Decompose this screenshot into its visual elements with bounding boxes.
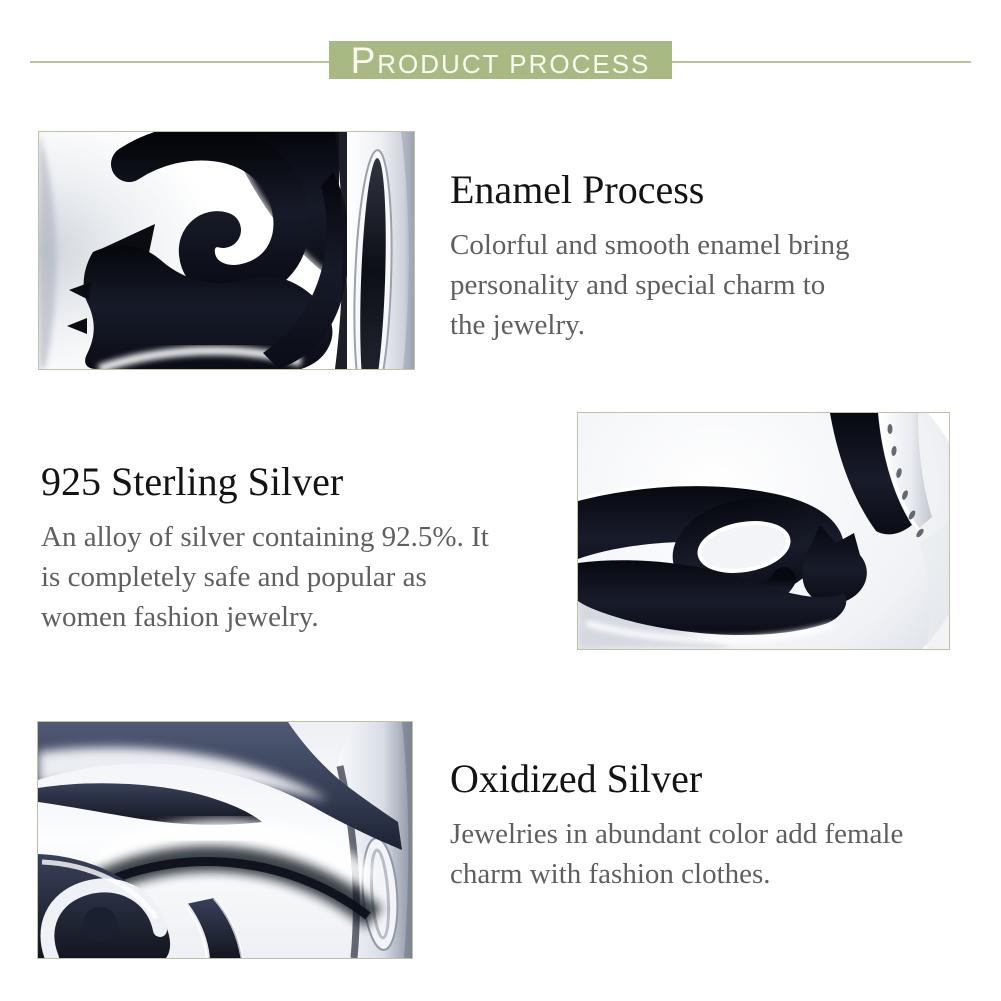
photo-enamel-process bbox=[38, 131, 415, 370]
section-925-sterling-silver bbox=[41, 459, 489, 637]
section-body-line: Colorful and smooth enamel bring bbox=[450, 229, 850, 261]
section-heading: Enamel Process bbox=[450, 167, 705, 212]
page-title: PRODUCT PROCESS bbox=[350, 39, 651, 81]
section-enamel-process bbox=[450, 167, 850, 345]
silver-charm-image bbox=[578, 413, 949, 649]
section-body bbox=[450, 225, 850, 345]
enamel-charm-image bbox=[39, 132, 414, 369]
section-body bbox=[450, 814, 903, 894]
section-body-line: personality and special charm to bbox=[450, 269, 826, 301]
section-body-line: the jewelry. bbox=[450, 309, 586, 341]
section-body-line: An alloy of silver containing 92.5%. It bbox=[41, 521, 489, 553]
section-body-line: women fashion jewelry. bbox=[41, 601, 319, 633]
photo-sterling-silver bbox=[577, 412, 950, 650]
section-body bbox=[41, 517, 489, 637]
section-oxidized-silver bbox=[450, 756, 903, 894]
section-heading: 925 Sterling Silver bbox=[41, 459, 344, 504]
section-heading: Oxidized Silver bbox=[450, 756, 703, 801]
section-body-line: charm with fashion clothes. bbox=[450, 858, 771, 890]
section-body-line: Jewelries in abundant color add female bbox=[450, 818, 904, 850]
photo-oxidized-silver bbox=[37, 721, 413, 959]
header-band bbox=[329, 41, 672, 79]
section-body-line: is completely safe and popular as bbox=[41, 561, 427, 593]
oxidized-charm-image bbox=[38, 722, 412, 958]
